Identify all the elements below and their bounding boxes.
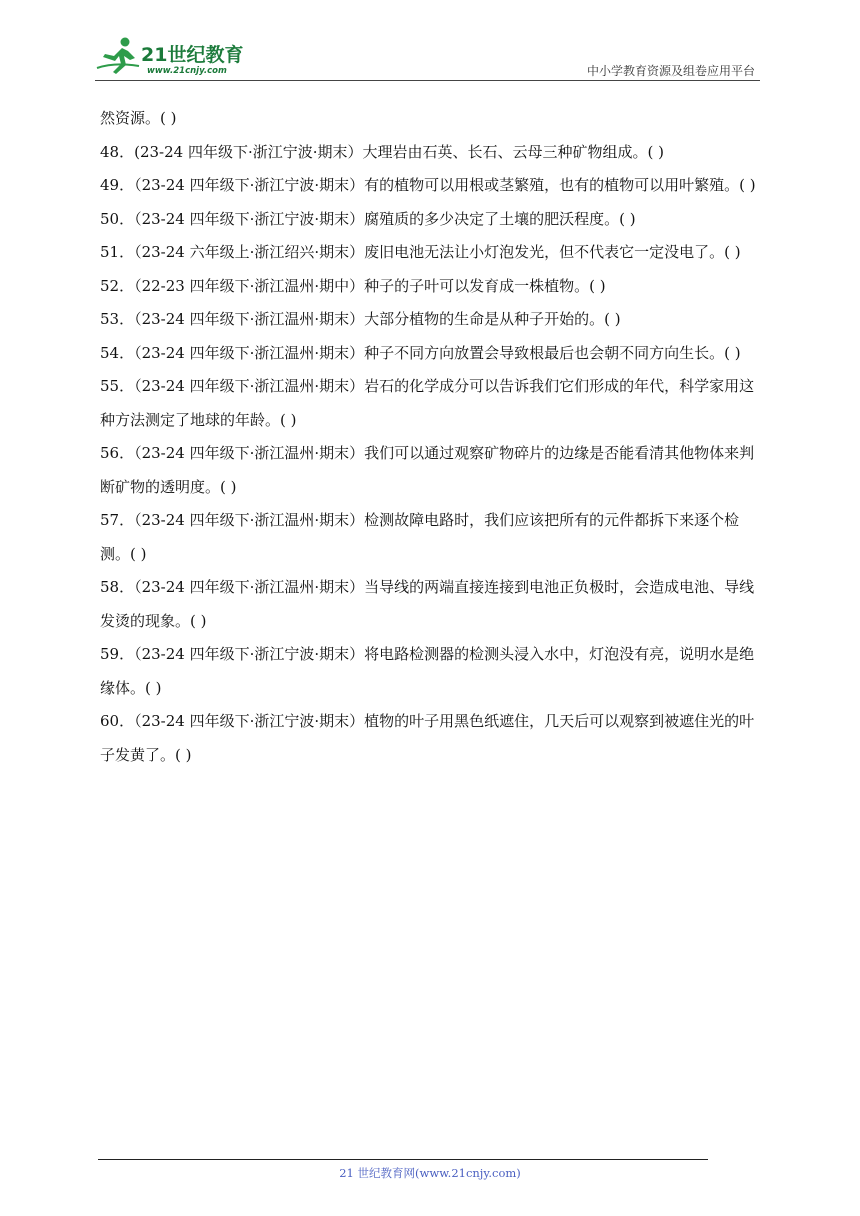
- logo-text: 21世纪教育: [141, 44, 244, 66]
- question-item: 55．（23-24 四年级下·浙江温州·期末）岩石的化学成分可以告诉我们它们形成的年代，科学家用这种方法测定了地球的年龄。( ): [100, 377, 755, 429]
- question-item: 50．（23-24 四年级下·浙江宁波·期末）腐殖质的多少决定了土壤的肥沃程度。( ): [100, 209, 636, 228]
- site-logo[interactable]: [95, 36, 265, 76]
- question-item: 54．（23-24 四年级下·浙江温州·期末）种子不同方向放置会导致根最后也会朝不同方向生长。( ): [100, 343, 741, 362]
- question-list: [100, 102, 762, 772]
- header-divider: [95, 80, 760, 81]
- question-item: 51．（23-24 六年级上·浙江绍兴·期末）废旧电池无法让小灯泡发光，但不代表它一定没电了。( ): [100, 243, 741, 261]
- footer-divider: [98, 1159, 708, 1160]
- question-item: 58．（23-24 四年级下·浙江温州·期末）当导线的两端直接连接到电池正负极时，会造成电池、导线发烫的现象。( ): [100, 578, 755, 630]
- question-item: 53．（23-24 四年级下·浙江温州·期末）大部分植物的生命是从种子开始的。( ): [100, 310, 621, 328]
- question-item: 57．（23-24 四年级下·浙江温州·期末）检测故障电路时，我们应该把所有的元件都拆下来逐个检测。( ): [100, 511, 740, 563]
- question-item: 56．（23-24 四年级下·浙江温州·期末）我们可以通过观察矿物碎片的边缘是否能看清其他物体来判断矿物的透明度。( ): [100, 444, 755, 496]
- logo-url: www.21cnjy.com: [147, 66, 227, 76]
- footer-link[interactable]: 21 世纪教育网(www.21cnjy.com): [339, 1166, 521, 1180]
- runner-logo-icon: [95, 36, 141, 76]
- question-item: 59．（23-24 四年级下·浙江宁波·期末）将电路检测器的检测头浸入水中，灯泡没有亮，说明水是绝缘体。( ): [100, 645, 755, 697]
- platform-tagline: 中小学教育资源及组卷应用平台: [586, 64, 755, 78]
- question-item: 52．（22-23 四年级下·浙江温州·期中）种子的子叶可以发育成一株植物。( ): [100, 276, 606, 295]
- question-item: 49．（23-24 四年级下·浙江宁波·期末）有的植物可以用根或茎繁殖，也有的植物可以用叶繁殖。( ): [100, 176, 756, 194]
- question-item: 48．(23-24 四年级下·浙江宁波·期末）大理岩由石英、长石、云母三种矿物组成。( ): [100, 142, 664, 161]
- question-item: 然资源。( ): [100, 109, 177, 127]
- page-header: [95, 30, 760, 80]
- question-item: 60．（23-24 四年级下·浙江宁波·期末）植物的叶子用黑色纸遮住，几天后可以观察到被遮住光的叶子发黄了。( ): [100, 712, 755, 764]
